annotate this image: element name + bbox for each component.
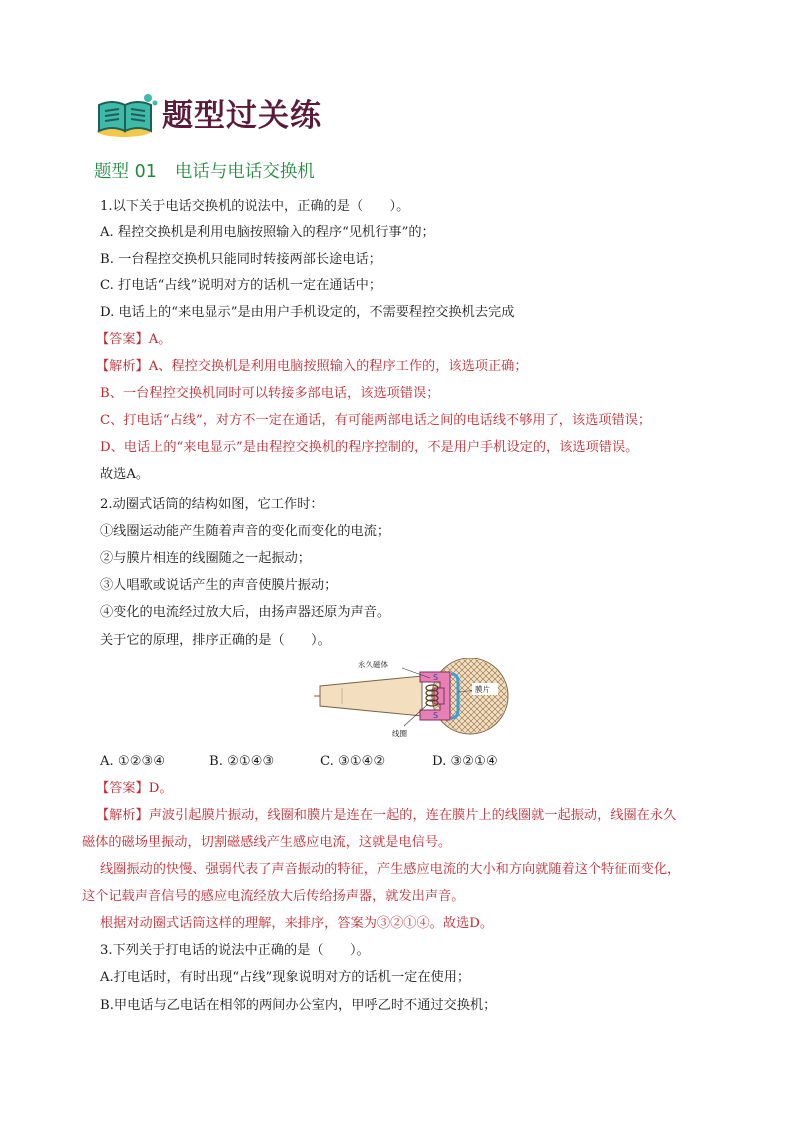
q2-step-3: ③人唱歌或说话产生的声音使膜片振动； [100,578,338,593]
q2-analysis-3: 线圈振动的快慢、强弱代表了声音振动的特征，产生感应电流的大小和方向就随着这个特征而变化， [100,862,681,877]
q2-step-1: ①线圈运动能产生随着声音的变化而变化的电流； [100,524,391,539]
q1-stem: 1.以下关于电话交换机的说法中，正确的是（ ）。 [100,199,410,214]
q2-analysis-line: 声波引起膜片振动，线圈和膜片是连在一起的，连在膜片上的线圈就一起振动，线圈在永久 [148,808,677,823]
q3-stem: 3.下列关于打电话的说法中正确的是（ ）。 [100,943,370,958]
q2-question: 关于它的原理，排序正确的是（ ）。 [100,633,331,648]
q2-option-c: C. ③①④② [320,754,386,769]
label-magnet: 永久磁体 [358,660,388,669]
q2-options [100,752,498,772]
pole-label-top: S [433,673,439,682]
section-code: 题型 01 [94,162,157,182]
q2-step-4: ④变化的电流经过放大后，由扬声器还原为声音。 [100,605,391,620]
q2-option-a: A. ①②③④ [100,754,166,769]
q1-analysis-line: A、程控交换机是利用电脑按照输入的程序工作的，该选项正确； [148,359,528,374]
section-name: 电话与电话交换机 [174,162,315,182]
q1-option-a: A. 程控交换机是利用电脑按照输入的程序“见机行事”的； [100,225,435,240]
book-icon [96,93,158,139]
q1-option-d: D. 电话上的“来电显示”是由用户手机设定的，不需要程控交换机去完成 [100,305,515,320]
q2-conclusion: 根据对动圈式话筒这样的理解，来排序，答案为③②①④。故选D。 [100,916,494,931]
q1-analysis-c: C、打电话“占线”，对方不一定在通话，有可能两部电话之间的电话线不够用了，该选项错误； [100,413,652,428]
q1-answer-tag: 【答案】 [96,332,149,347]
q2-option-b: B. ②①④③ [209,754,275,769]
q2-step-2: ②与膜片相连的线圈随之一起振动； [100,551,311,566]
q3-option-a: A.打电话时，有时出现“占线”现象说明对方的话机一定在使用； [100,970,471,985]
label-coil: 线圈 [392,729,407,738]
q1-answer [96,330,171,350]
q2-analysis-tag: 【解析】 [96,808,149,823]
q2-analysis-4: 这个记载声音信号的感应电流经放大后传给扬声器，就发出声音。 [82,889,465,904]
banner-title: 题型过关练 [162,98,322,134]
q2-analysis-1 [96,806,676,826]
q2-analysis-2: 磁体的磁场里振动，切割磁感线产生感应电流，这就是电信号。 [82,835,452,850]
q2-option-d: D. ③②①④ [432,754,498,769]
label-diaphragm: 膜片 [475,685,490,694]
q1-option-b: B. 一台程控交换机只能同时转接两部长途电话； [100,252,382,267]
q1-analysis-tag: 【解析】 [96,359,149,374]
q1-analysis-a [96,357,528,377]
q2-answer-value: D。 [148,781,173,796]
q1-conclusion: 故选A。 [100,467,150,482]
microphone-handle [320,676,422,716]
q1-analysis-b: B、一台程控交换机同时可以转接多部电话，该选项错误； [100,386,440,401]
q1-option-c: C. 打电话“占线”说明对方的话机一定在通话中； [100,278,383,293]
q3-option-b: B.甲电话与乙电话在相邻的两间办公室内，甲呼乙时不通过交换机； [100,998,497,1013]
q1-analysis-d: D、电话上的“来电显示”是由程控交换机的程序控制的，不是用户手机设定的，该选项错误。 [100,440,639,455]
q2-answer [96,779,173,799]
q2-answer-tag: 【答案】 [96,781,149,796]
section-banner [96,92,322,140]
microphone-diagram [312,658,512,740]
q1-answer-value: A。 [148,332,172,347]
section-title [94,158,315,183]
pole-label-bottom: S [433,711,439,720]
q2-stem: 2.动圈式话筒的结构如图，它工作时： [100,497,324,512]
